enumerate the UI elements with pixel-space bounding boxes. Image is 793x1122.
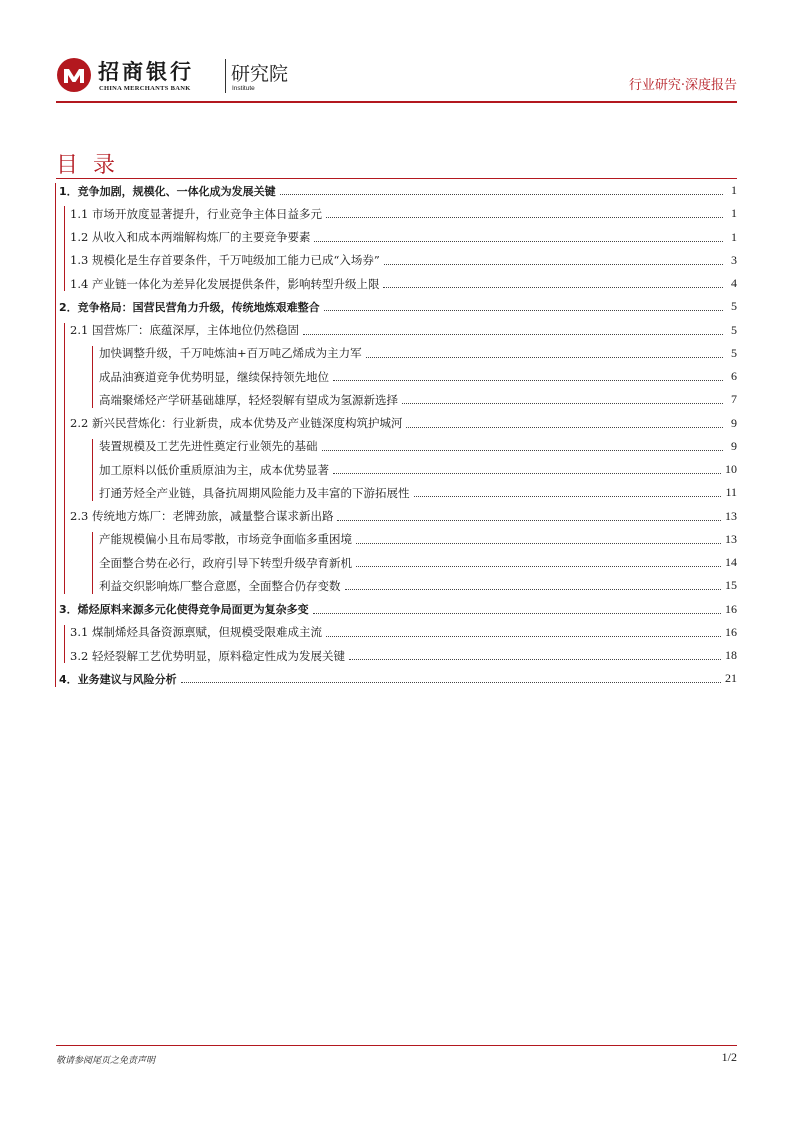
toc-leader-dots <box>333 380 723 381</box>
toc-entry-title: 4．业务建议与风险分析 <box>59 672 177 686</box>
toc-entry-title: 1.3 规模化是生存首要条件，千万吨级加工能力已成“入场券” <box>70 253 380 268</box>
table-of-contents <box>56 179 737 691</box>
toc-entry-page: 13 <box>725 508 737 523</box>
page-header <box>56 55 737 99</box>
toc-leader-dots <box>366 357 723 358</box>
toc-entry[interactable] <box>56 249 737 272</box>
toc-entry-title: 1.2 从收入和成本两端解构炼厂的主要竞争要素 <box>70 230 311 245</box>
toc-entry-page: 15 <box>725 578 737 593</box>
toc-leader-dots <box>345 589 722 590</box>
toc-leader-dots <box>326 217 723 218</box>
toc-entry-title: 加快调整升级，千万吨炼油+百万吨乙烯成为主力军 <box>99 346 362 361</box>
toc-entry[interactable] <box>56 574 737 597</box>
toc-entry[interactable] <box>56 644 737 667</box>
footer-rule <box>56 1045 737 1046</box>
toc-entry[interactable] <box>56 435 737 458</box>
toc-leader-dots <box>384 264 723 265</box>
toc-entry-page: 5 <box>731 299 737 314</box>
toc-entry-page: 6 <box>731 369 737 384</box>
toc-leader-dots <box>356 566 721 567</box>
toc-outline-line <box>64 206 65 291</box>
toc-entry-title: 2.1 国营炼厂：底蕴深厚，主体地位仍然稳固 <box>70 323 299 338</box>
toc-entry-page: 10 <box>725 462 737 477</box>
toc-entry[interactable] <box>56 481 737 504</box>
toc-outline-line <box>92 439 93 501</box>
toc-entry-title: 2.2 新兴民营炼化：行业新贵，成本优势及产业链深度构筑护城河 <box>70 416 403 431</box>
toc-entry[interactable] <box>56 505 737 528</box>
toc-entry[interactable] <box>56 528 737 551</box>
toc-entry-page: 16 <box>725 601 737 616</box>
toc-entry[interactable] <box>56 621 737 644</box>
toc-outline-line <box>92 346 93 408</box>
toc-entry-page: 21 <box>725 671 737 686</box>
toc-entry-page: 14 <box>725 555 737 570</box>
toc-entry[interactable] <box>56 598 737 621</box>
toc-outline-line <box>55 183 56 687</box>
toc-leader-dots <box>303 334 723 335</box>
toc-leader-dots <box>383 287 723 288</box>
toc-entry[interactable] <box>56 458 737 481</box>
toc-entry-title: 3.2 轻烃裂解工艺优势明显，原料稳定性成为发展关键 <box>70 648 345 663</box>
toc-outline-line <box>64 625 65 664</box>
toc-leader-dots <box>322 450 724 451</box>
institute-name-english: Institute <box>232 85 255 92</box>
toc-leader-dots <box>313 613 721 614</box>
institute-name: 研究院 <box>231 63 289 85</box>
toc-leader-dots <box>406 427 723 428</box>
toc-entry-page: 16 <box>725 624 737 639</box>
toc-entry[interactable] <box>56 319 737 342</box>
toc-entry-title: 1.1 市场开放度显著提升，行业竞争主体日益多元 <box>70 206 322 221</box>
toc-leader-dots <box>326 636 721 637</box>
toc-entry[interactable] <box>56 295 737 318</box>
toc-outline-line <box>64 323 65 594</box>
header-rule <box>56 101 737 103</box>
toc-entry[interactable] <box>56 412 737 435</box>
toc-entry-page: 4 <box>731 276 737 291</box>
toc-leader-dots <box>333 473 721 474</box>
brand-name-english: CHINA MERCHANTS BANK <box>99 85 191 92</box>
cmb-logo-icon <box>56 57 92 93</box>
toc-entry-title: 成品油赛道竞争优势明显，继续保持领先地位 <box>99 369 329 384</box>
toc-entry-title: 装置规模及工艺先进性奠定行业领先的基础 <box>99 439 318 454</box>
toc-entry-title: 打通芳烃全产业链，具备抗周期风险能力及丰富的下游拓展性 <box>99 485 410 500</box>
toc-leader-dots <box>349 659 721 660</box>
toc-entry-page: 1 <box>731 206 737 221</box>
toc-entry-title: 加工原料以低价重质原油为主，成本优势显著 <box>99 462 329 477</box>
toc-outline-line <box>92 532 93 594</box>
toc-entry-title: 1．竞争加剧，规模化、一体化成为发展关键 <box>59 184 276 198</box>
toc-entry[interactable] <box>56 179 737 202</box>
toc-entry-title: 2．竞争格局：国营民营角力升级，传统地炼艰难整合 <box>59 300 320 314</box>
toc-entry[interactable] <box>56 365 737 388</box>
toc-entry-title: 2.3 传统地方炼厂：老牌劲旅，减量整合谋求新出路 <box>70 509 334 524</box>
toc-entry[interactable] <box>56 551 737 574</box>
toc-entry-page: 1 <box>731 229 737 244</box>
toc-leader-dots <box>402 403 723 404</box>
page-number: 1/2 <box>721 1050 737 1064</box>
toc-entry-page: 5 <box>731 345 737 360</box>
toc-leader-dots <box>181 682 721 683</box>
brand-separator <box>225 59 226 93</box>
toc-entry-title: 全面整合势在必行，政府引导下转型升级孕育新机 <box>99 555 352 570</box>
toc-leader-dots <box>414 496 722 497</box>
report-type: 行业研究·深度报告 <box>628 78 737 93</box>
footer-disclaimer: 敬请参阅尾页之免责声明 <box>56 1056 156 1066</box>
toc-entry-page: 5 <box>731 322 737 337</box>
toc-leader-dots <box>314 241 723 242</box>
toc-entry-title: 高端聚烯烃产学研基础雄厚，轻烃裂解有望成为氢源新选择 <box>99 392 398 407</box>
toc-entry-page: 18 <box>725 648 737 663</box>
toc-entry[interactable] <box>56 342 737 365</box>
toc-entry-page: 11 <box>725 485 737 500</box>
toc-entry[interactable] <box>56 202 737 225</box>
toc-entry-title: 1.4 产业链一体化为差异化发展提供条件，影响转型升级上限 <box>70 276 380 291</box>
toc-entry-page: 9 <box>731 415 737 430</box>
toc-entry-page: 3 <box>731 252 737 267</box>
toc-leader-dots <box>337 520 721 521</box>
toc-entry-page: 7 <box>731 392 737 407</box>
toc-entry-page: 1 <box>731 183 737 198</box>
toc-leader-dots <box>280 194 723 195</box>
toc-entry[interactable] <box>56 388 737 411</box>
toc-entry[interactable] <box>56 667 737 690</box>
toc-entry[interactable] <box>56 272 737 295</box>
toc-entry-page: 9 <box>731 438 737 453</box>
toc-entry-page: 13 <box>725 531 737 546</box>
toc-entry-title: 3．烯烃原料来源多元化使得竞争局面更为复杂多变 <box>59 603 309 617</box>
toc-entry-title: 3.1 煤制烯烃具备资源禀赋，但规模受限难成主流 <box>70 625 322 640</box>
toc-title: 目 录 <box>56 153 119 178</box>
toc-leader-dots <box>356 543 721 544</box>
brand-name: 招商银行 <box>98 60 194 84</box>
toc-leader-dots <box>324 310 723 311</box>
toc-entry-title: 利益交织影响炼厂整合意愿，全面整合仍存变数 <box>99 578 341 593</box>
toc-entry-title: 产能规模偏小且布局零散，市场竞争面临多重困境 <box>99 532 352 547</box>
toc-entry[interactable] <box>56 226 737 249</box>
